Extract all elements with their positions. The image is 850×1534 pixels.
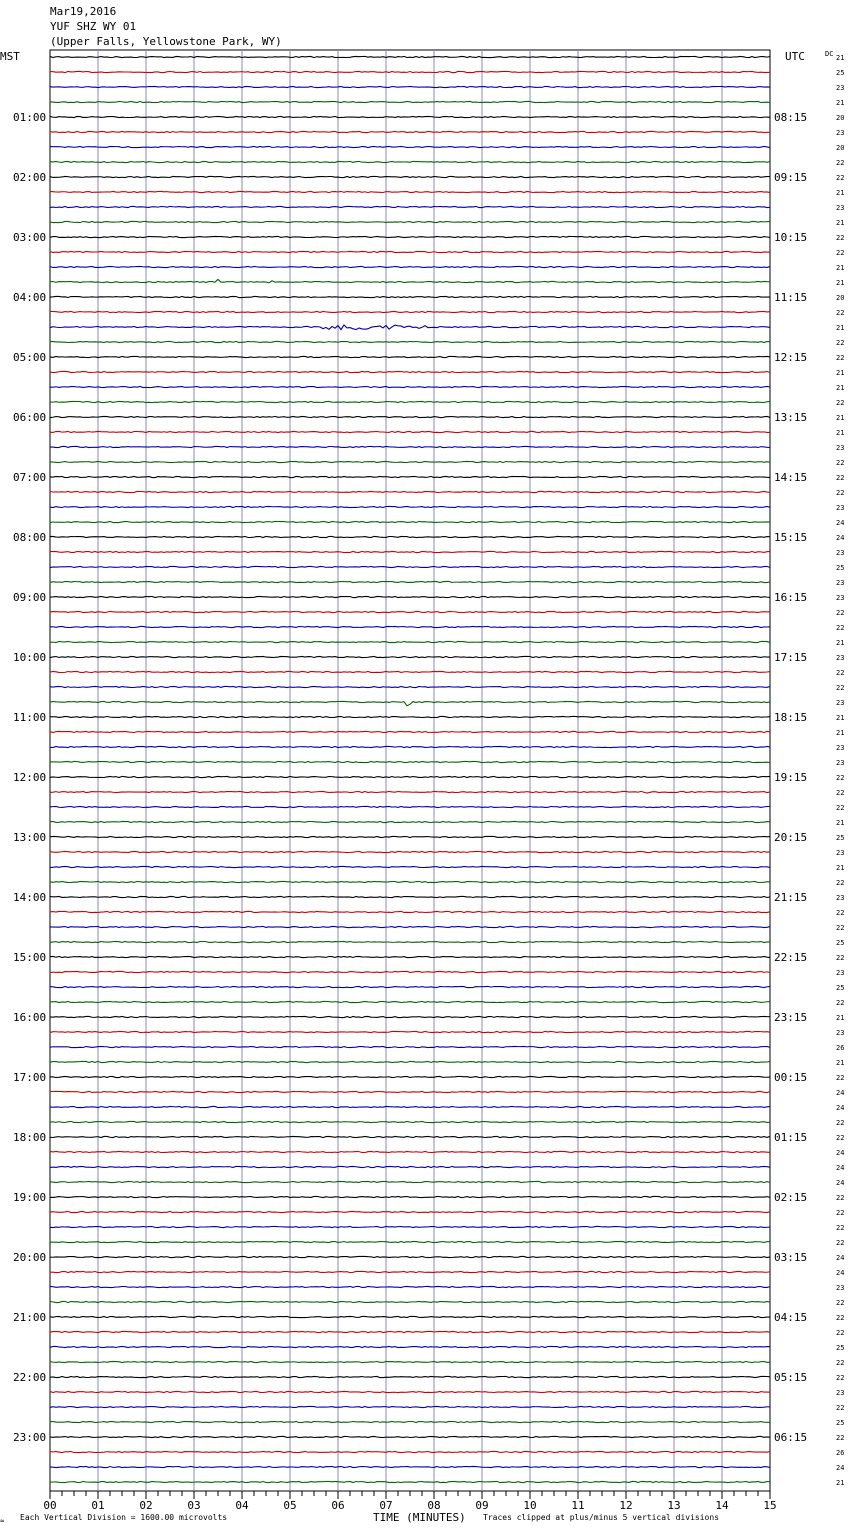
- trace-line: [50, 1031, 770, 1032]
- dc-offset-label: 21: [836, 1479, 845, 1487]
- trace-line: [50, 325, 770, 330]
- trace-line: [50, 1436, 770, 1437]
- dc-offset-label: 23: [836, 444, 845, 452]
- x-tick-label: 05: [283, 1499, 297, 1512]
- trace-line: [50, 581, 770, 582]
- dc-offset-label: 20: [836, 294, 845, 302]
- dc-offset-label: 23: [836, 204, 845, 212]
- dc-offset-label: 21: [836, 219, 845, 227]
- dc-offset-label: 26: [836, 1449, 845, 1457]
- trace-line: [50, 1061, 770, 1062]
- dc-offset-label: 21: [836, 279, 845, 287]
- dc-offset-label: 23: [836, 894, 845, 902]
- x-tick-label: 10: [523, 1499, 537, 1512]
- right-hour-label: 15:15: [774, 531, 808, 544]
- left-hour-label: 07:00: [13, 471, 47, 484]
- dc-offset-label: 22: [836, 1434, 845, 1442]
- dc-offset-label: 23: [836, 84, 845, 92]
- left-hour-label: 06:00: [13, 411, 47, 424]
- trace-line: [50, 341, 770, 342]
- dc-offset-label: 21: [836, 414, 845, 422]
- dc-offset-label: 22: [836, 474, 845, 482]
- trace-line: [50, 851, 770, 852]
- trace-line: [50, 1151, 770, 1152]
- dc-offset-label: 22: [836, 159, 845, 167]
- trace-line: [50, 401, 770, 402]
- dc-offset-label: 23: [836, 699, 845, 707]
- left-hour-label: 23:00: [13, 1431, 47, 1444]
- left-timezone-label: MST: [0, 50, 20, 63]
- right-hour-label: 22:15: [774, 951, 808, 964]
- dc-offset-label: 21: [836, 714, 845, 722]
- trace-line: [50, 1256, 770, 1257]
- trace-line: [50, 416, 770, 417]
- x-tick-label: 00: [43, 1499, 57, 1512]
- trace-line: [50, 896, 770, 897]
- dc-offset-label: 20: [836, 114, 845, 122]
- trace-line: [50, 236, 770, 237]
- trace-line: [50, 279, 770, 282]
- left-hour-label: 15:00: [13, 951, 47, 964]
- dc-offset-label: 22: [836, 909, 845, 917]
- dc-offset-label: 23: [836, 504, 845, 512]
- trace-line: [50, 1466, 770, 1467]
- trace-line: [50, 1361, 770, 1362]
- trace-line: [50, 356, 770, 357]
- trace-line: [50, 806, 770, 807]
- dc-offset-label: 22: [836, 669, 845, 677]
- dc-offset-label: 24: [836, 1089, 845, 1097]
- trace-line: [50, 911, 770, 912]
- right-hour-label: 12:15: [774, 351, 808, 364]
- trace-line: [50, 131, 770, 132]
- x-tick-label: 15: [763, 1499, 777, 1512]
- dc-offset-label: 22: [836, 1314, 845, 1322]
- trace-line: [50, 656, 770, 657]
- trace-line: [50, 701, 770, 705]
- x-tick-label: 13: [667, 1499, 681, 1512]
- right-hour-label: 00:15: [774, 1071, 808, 1084]
- dc-offset-label: 22: [836, 684, 845, 692]
- dc-offset-label: 22: [836, 489, 845, 497]
- right-hour-label: 13:15: [774, 411, 808, 424]
- trace-line: [50, 191, 770, 192]
- header-station: YUF SHZ WY 01: [50, 20, 137, 33]
- dc-offset-label: 24: [836, 1164, 845, 1172]
- left-hour-label: 19:00: [13, 1191, 47, 1204]
- dc-offset-label: 22: [836, 774, 845, 782]
- dc-offset-label: 23: [836, 744, 845, 752]
- trace-line: [50, 971, 770, 972]
- dc-offset-label: 23: [836, 1389, 845, 1397]
- right-hour-label: 16:15: [774, 591, 808, 604]
- left-hour-label: 11:00: [13, 711, 47, 724]
- dc-offset-label: 21: [836, 189, 845, 197]
- dc-offset-label: 25: [836, 1344, 845, 1352]
- trace-line: [50, 1106, 770, 1107]
- dc-offset-label: 25: [836, 1419, 845, 1427]
- dc-offset-label: 24: [836, 534, 845, 542]
- right-hour-label: 02:15: [774, 1191, 808, 1204]
- dc-offset-label: 24: [836, 1149, 845, 1157]
- trace-line: [50, 1241, 770, 1242]
- trace-line: [50, 71, 770, 72]
- right-hour-label: 17:15: [774, 651, 808, 664]
- trace-line: [50, 671, 770, 672]
- corner-mark: ≈: [0, 1517, 5, 1525]
- trace-line: [50, 1331, 770, 1332]
- trace-line: [50, 1271, 770, 1272]
- trace-line: [50, 476, 770, 477]
- x-axis-title: TIME (MINUTES): [373, 1511, 466, 1524]
- trace-line: [50, 566, 770, 567]
- trace-line: [50, 626, 770, 627]
- x-tick-label: 02: [139, 1499, 153, 1512]
- trace-line: [50, 386, 770, 387]
- dc-offset-label: 21: [836, 384, 845, 392]
- trace-line: [50, 1346, 770, 1347]
- dc-offset-label: 23: [836, 549, 845, 557]
- dc-offset-label: 22: [836, 234, 845, 242]
- dc-offset-label: 21: [836, 1014, 845, 1022]
- trace-line: [50, 1136, 770, 1137]
- dc-offset-label: 21: [836, 54, 845, 62]
- trace-line: [50, 56, 770, 57]
- dc-offset-label: 22: [836, 1134, 845, 1142]
- trace-line: [50, 686, 770, 687]
- trace-line: [50, 146, 770, 147]
- dc-offset-label: 23: [836, 1029, 845, 1037]
- dc-offset-label: 21: [836, 1059, 845, 1067]
- trace-line: [50, 161, 770, 162]
- left-hour-label: 17:00: [13, 1071, 47, 1084]
- right-hour-label: 03:15: [774, 1251, 808, 1264]
- dc-offset-label: 22: [836, 309, 845, 317]
- trace-line: [50, 776, 770, 777]
- trace-line: [50, 926, 770, 927]
- dc-offset-label: 21: [836, 729, 845, 737]
- dc-offset-label: 22: [836, 1299, 845, 1307]
- trace-line: [50, 1121, 770, 1122]
- right-hour-label: 05:15: [774, 1371, 808, 1384]
- dc-offset-label: 25: [836, 69, 845, 77]
- dc-offset-label: 22: [836, 1074, 845, 1082]
- trace-line: [50, 506, 770, 507]
- dc-offset-label: 25: [836, 834, 845, 842]
- trace-line: [50, 1286, 770, 1287]
- x-tick-label: 11: [571, 1499, 585, 1512]
- dc-offset-label: 24: [836, 1269, 845, 1277]
- trace-line: [50, 461, 770, 462]
- dc-offset-label: 20: [836, 144, 845, 152]
- trace-line: [50, 941, 770, 942]
- right-hour-label: 11:15: [774, 291, 808, 304]
- left-hour-label: 05:00: [13, 351, 47, 364]
- right-timezone-label: UTC: [785, 50, 805, 63]
- trace-line: [50, 101, 770, 102]
- right-hour-label: 18:15: [774, 711, 808, 724]
- left-hour-label: 10:00: [13, 651, 47, 664]
- dc-offset-label: 22: [836, 624, 845, 632]
- trace-line: [50, 251, 770, 252]
- trace-line: [50, 491, 770, 492]
- trace-line: [50, 116, 770, 117]
- dc-offset-label: 24: [836, 519, 845, 527]
- trace-line: [50, 296, 770, 297]
- trace-line: [50, 446, 770, 447]
- left-hour-label: 02:00: [13, 171, 47, 184]
- trace-line: [50, 1211, 770, 1212]
- right-hour-label: 08:15: [774, 111, 808, 124]
- x-tick-label: 12: [619, 1499, 633, 1512]
- trace-line: [50, 821, 770, 822]
- trace-line: [50, 536, 770, 537]
- dc-offset-label: 21: [836, 864, 845, 872]
- dc-offset-label: 22: [836, 459, 845, 467]
- trace-line: [50, 431, 770, 432]
- dc-offset-label: 25: [836, 939, 845, 947]
- trace-line: [50, 221, 770, 222]
- dc-offset-label: 22: [836, 1209, 845, 1217]
- right-hour-label: 09:15: [774, 171, 808, 184]
- dc-offset-label: 21: [836, 429, 845, 437]
- dc-offset-label: 23: [836, 849, 845, 857]
- left-hour-label: 14:00: [13, 891, 47, 904]
- dc-offset-label: 22: [836, 804, 845, 812]
- x-tick-label: 08: [427, 1499, 441, 1512]
- trace-line: [50, 1451, 770, 1452]
- dc-offset-label: 23: [836, 594, 845, 602]
- left-hour-label: 03:00: [13, 231, 47, 244]
- dc-offset-label: 26: [836, 1044, 845, 1052]
- left-hour-label: 20:00: [13, 1251, 47, 1264]
- dc-offset-label: 22: [836, 924, 845, 932]
- dc-offset-label: 21: [836, 369, 845, 377]
- x-tick-label: 01: [91, 1499, 105, 1512]
- header-date: Mar19,2016: [50, 5, 117, 18]
- trace-line: [50, 176, 770, 177]
- dc-offset-label: 25: [836, 564, 845, 572]
- trace-line: [50, 371, 770, 372]
- trace-line: [50, 1391, 770, 1392]
- trace-line: [50, 1001, 770, 1002]
- x-tick-label: 06: [331, 1499, 345, 1512]
- trace-line: [50, 881, 770, 882]
- x-tick-label: 04: [235, 1499, 249, 1512]
- dc-offset-label: 22: [836, 999, 845, 1007]
- trace-line: [50, 1406, 770, 1407]
- trace-line: [50, 611, 770, 612]
- left-hour-label: 21:00: [13, 1311, 47, 1324]
- trace-line: [50, 1166, 770, 1167]
- dc-offset-label: 22: [836, 354, 845, 362]
- dc-offset-label: 22: [836, 1194, 845, 1202]
- right-hour-label: 20:15: [774, 831, 808, 844]
- dc-offset-label: 22: [836, 954, 845, 962]
- trace-line: [50, 1046, 770, 1047]
- trace-line: [50, 1481, 770, 1482]
- dc-offset-label: 23: [836, 759, 845, 767]
- right-hour-label: 19:15: [774, 771, 808, 784]
- dc-offset-label: 24: [836, 1464, 845, 1472]
- trace-line: [50, 266, 770, 267]
- trace-line: [50, 956, 770, 957]
- scale-note: Each Vertical Division = 1600.00 microvolts: [20, 1513, 228, 1522]
- dc-offset-label: 22: [836, 1239, 845, 1247]
- dc-offset-label: 23: [836, 654, 845, 662]
- trace-line: [50, 986, 770, 987]
- dc-offset-label: 21: [836, 264, 845, 272]
- x-tick-label: 09: [475, 1499, 489, 1512]
- dc-offset-label: 22: [836, 249, 845, 257]
- trace-line: [50, 1181, 770, 1182]
- dc-offset-label: 22: [836, 1359, 845, 1367]
- dc-offset-label: 23: [836, 969, 845, 977]
- trace-line: [50, 521, 770, 522]
- dc-offset-label: 21: [836, 819, 845, 827]
- trace-line: [50, 1301, 770, 1302]
- right-hour-label: 14:15: [774, 471, 808, 484]
- right-hour-label: 23:15: [774, 1011, 808, 1024]
- trace-line: [50, 206, 770, 207]
- trace-line: [50, 746, 770, 747]
- trace-line: [50, 791, 770, 793]
- dc-offset-label: 22: [836, 1224, 845, 1232]
- dc-offset-label: 22: [836, 879, 845, 887]
- dc-offset-label: 23: [836, 1284, 845, 1292]
- dc-offset-label: 22: [836, 1374, 845, 1382]
- trace-line: [50, 1226, 770, 1227]
- trace-line: [50, 866, 770, 867]
- left-hour-label: 09:00: [13, 591, 47, 604]
- left-hour-label: 01:00: [13, 111, 47, 124]
- trace-line: [50, 86, 770, 87]
- x-tick-label: 07: [379, 1499, 393, 1512]
- trace-line: [50, 1376, 770, 1377]
- right-hour-label: 04:15: [774, 1311, 808, 1324]
- trace-line: [50, 641, 770, 642]
- dc-offset-label: 22: [836, 1119, 845, 1127]
- left-hour-label: 22:00: [13, 1371, 47, 1384]
- right-hour-label: 01:15: [774, 1131, 808, 1144]
- right-hour-label: 06:15: [774, 1431, 808, 1444]
- dc-offset-label: 24: [836, 1179, 845, 1187]
- trace-line: [50, 716, 770, 717]
- trace-line: [50, 1091, 770, 1092]
- dc-offset-label: 22: [836, 339, 845, 347]
- trace-line: [50, 1016, 770, 1017]
- dc-offset-label: 21: [836, 639, 845, 647]
- header-location: (Upper Falls, Yellowstone Park, WY): [50, 35, 282, 48]
- dc-offset-label: 22: [836, 789, 845, 797]
- dc-offset-label: 24: [836, 1104, 845, 1112]
- trace-line: [50, 551, 770, 552]
- left-hour-label: 18:00: [13, 1131, 47, 1144]
- dc-offset-label: 22: [836, 609, 845, 617]
- dc-offset-label: 22: [836, 1404, 845, 1412]
- trace-line: [50, 596, 770, 597]
- trace-line: [50, 311, 770, 312]
- left-hour-label: 04:00: [13, 291, 47, 304]
- dc-label: DC: [825, 50, 834, 58]
- clip-note: Traces clipped at plus/minus 5 vertical divisions: [483, 1513, 720, 1522]
- dc-offset-label: 23: [836, 579, 845, 587]
- trace-line: [50, 1421, 770, 1422]
- trace-line: [50, 1316, 770, 1317]
- dc-offset-label: 23: [836, 129, 845, 137]
- right-hour-label: 10:15: [774, 231, 808, 244]
- dc-offset-label: 25: [836, 984, 845, 992]
- trace-line: [50, 1196, 770, 1197]
- right-hour-label: 21:15: [774, 891, 808, 904]
- dc-offset-label: 22: [836, 399, 845, 407]
- x-tick-label: 14: [715, 1499, 729, 1512]
- left-hour-label: 08:00: [13, 531, 47, 544]
- dc-offset-label: 21: [836, 324, 845, 332]
- left-hour-label: 12:00: [13, 771, 47, 784]
- trace-line: [50, 836, 770, 837]
- left-hour-label: 16:00: [13, 1011, 47, 1024]
- dc-offset-label: 24: [836, 1254, 845, 1262]
- x-tick-label: 03: [187, 1499, 201, 1512]
- trace-line: [50, 1076, 770, 1077]
- dc-offset-label: 22: [836, 174, 845, 182]
- trace-line: [50, 761, 770, 762]
- dc-offset-label: 22: [836, 1329, 845, 1337]
- dc-offset-label: 21: [836, 99, 845, 107]
- left-hour-label: 13:00: [13, 831, 47, 844]
- trace-line: [50, 731, 770, 732]
